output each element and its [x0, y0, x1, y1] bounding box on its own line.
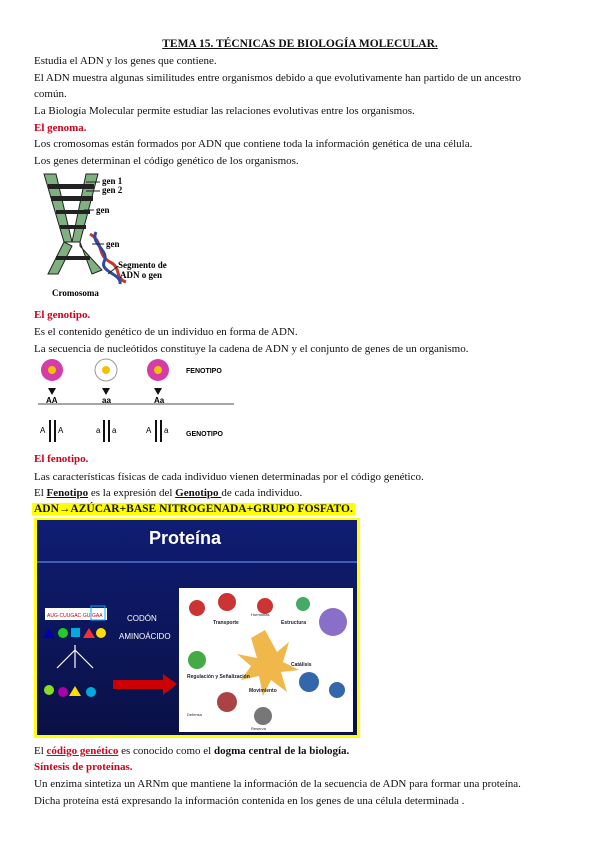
cromosoma-label: Cromosoma: [52, 288, 99, 298]
protein-slide: [37, 520, 357, 735]
label-regulacion: Regulación y Señalización: [187, 674, 250, 680]
label-catalisis: Catálisis: [291, 662, 312, 668]
flower-icon-white: [95, 359, 117, 381]
sintesis-line-1: Un enzima sintetiza un ARNm que mantiene la información de la secuencia de ADN para formar una proteína.: [34, 778, 521, 790]
chrom-left-3: A: [146, 426, 152, 435]
mrna-sequence: AUG·CUUGAC·GU·GAA: [47, 613, 103, 619]
gen1-label: gen 1: [102, 176, 123, 186]
fenotipo-line-2-e: de cada individuo.: [221, 487, 303, 499]
genotipo-heading: El genotipo.: [34, 309, 91, 321]
fenotipo-line-2-a: El: [34, 487, 47, 499]
label-reserva: Reserva: [251, 726, 266, 731]
genotipo-label: GENOTIPO: [186, 431, 223, 438]
codigo-genetico-term: código genético: [46, 745, 119, 757]
chrom-right-1: A: [58, 426, 64, 435]
slide-title: Proteína: [149, 528, 222, 548]
label-movimiento: Movimiento: [249, 688, 277, 694]
sintesis-heading: Síntesis de proteínas.: [34, 761, 133, 773]
chrom-left-1: A: [40, 426, 46, 435]
chrom-right-3: a: [164, 426, 169, 435]
page-title: TEMA 15. TÉCNICAS DE BIOLOGÍA MOLECULAR.: [162, 38, 438, 50]
dogma-central-term: dogma central de la biología.: [213, 745, 350, 757]
allele-aa-mixed: Aa: [154, 396, 165, 405]
flower-icon-pink: [147, 359, 169, 381]
gen-label-b: gen: [106, 239, 120, 249]
adn-highlight-text: ADN→AZÚCAR+BASE NITROGENADA+GRUPO FOSFATO.: [34, 503, 353, 515]
dogma-line-c: es conocido como el: [118, 745, 214, 757]
chrom-right-2: a: [112, 426, 117, 435]
segmento-label-1: Segmento de: [118, 260, 167, 270]
fenotipo-line-1: Las características físicas de cada individuo vienen determinadas por el código genético.: [34, 471, 424, 483]
intro-line-3: común.: [34, 88, 67, 100]
label-defensa: Defensa: [187, 712, 202, 717]
gen-label-a: gen: [96, 205, 110, 215]
intro-line-1: Estudia el ADN y los genes que contiene.: [34, 55, 217, 67]
flower-icon-purple: [41, 359, 63, 381]
fenotipo-line-2-c: es la expresión del: [88, 487, 176, 499]
segmento-label-2: ADN o gen: [120, 270, 162, 280]
label-hormonas: Hormonas: [251, 612, 270, 617]
allele-aa-lower: aa: [102, 396, 111, 405]
dogma-line: [34, 744, 349, 758]
genoma-heading: El genoma.: [34, 122, 87, 134]
gen2-label: gen 2: [102, 185, 123, 195]
label-transporte: Transporte: [213, 620, 239, 626]
genotipo-line-2: La secuencia de nucleótidos constituye la cadena de ADN y el conjunto de genes de un organismo.: [34, 343, 469, 355]
codon-label: CODÓN: [127, 614, 157, 623]
adn-highlight: [32, 502, 355, 516]
fenotipo-label: FENOTIPO: [186, 368, 222, 375]
fenotipo-heading: El fenotipo.: [34, 453, 89, 465]
fenotipo-line-2: [34, 486, 302, 500]
genotipo-line-1: Es el contenido genético de un individuo en forma de ADN.: [34, 326, 298, 338]
label-estructura: Estructura: [281, 620, 307, 626]
intro-line-2: El ADN muestra algunas similitudes entre organismos debido a que evolutivamente han partido de un ancestro: [34, 72, 522, 84]
intro-line-4: La Biología Molecular permite estudiar las relaciones evolutivas entre los organismos.: [34, 105, 415, 117]
genoma-line-2: Los genes determinan el código genético de los organismos.: [34, 155, 299, 167]
fenotipo-term: Fenotipo: [46, 487, 89, 499]
genotipo-term: Genotipo: [175, 487, 222, 499]
arrow-down-icon: [48, 388, 162, 395]
chromosome-figure: [34, 170, 194, 302]
allele-aa-upper: AA: [46, 396, 58, 405]
chromosome-icon: [44, 174, 102, 274]
genoma-line-1: Los cromosomas están formados por ADN que contiene toda la información genética de una célula.: [34, 138, 473, 150]
chrom-left-2: a: [96, 426, 101, 435]
sintesis-line-2: Dicha proteína está expresando la información contenida en los genes de una célula determinada .: [34, 795, 465, 807]
aminoacid-label: AMINOÁCIDO: [119, 632, 171, 641]
dogma-line-a: El: [34, 745, 47, 757]
genotype-figure: [34, 356, 242, 448]
